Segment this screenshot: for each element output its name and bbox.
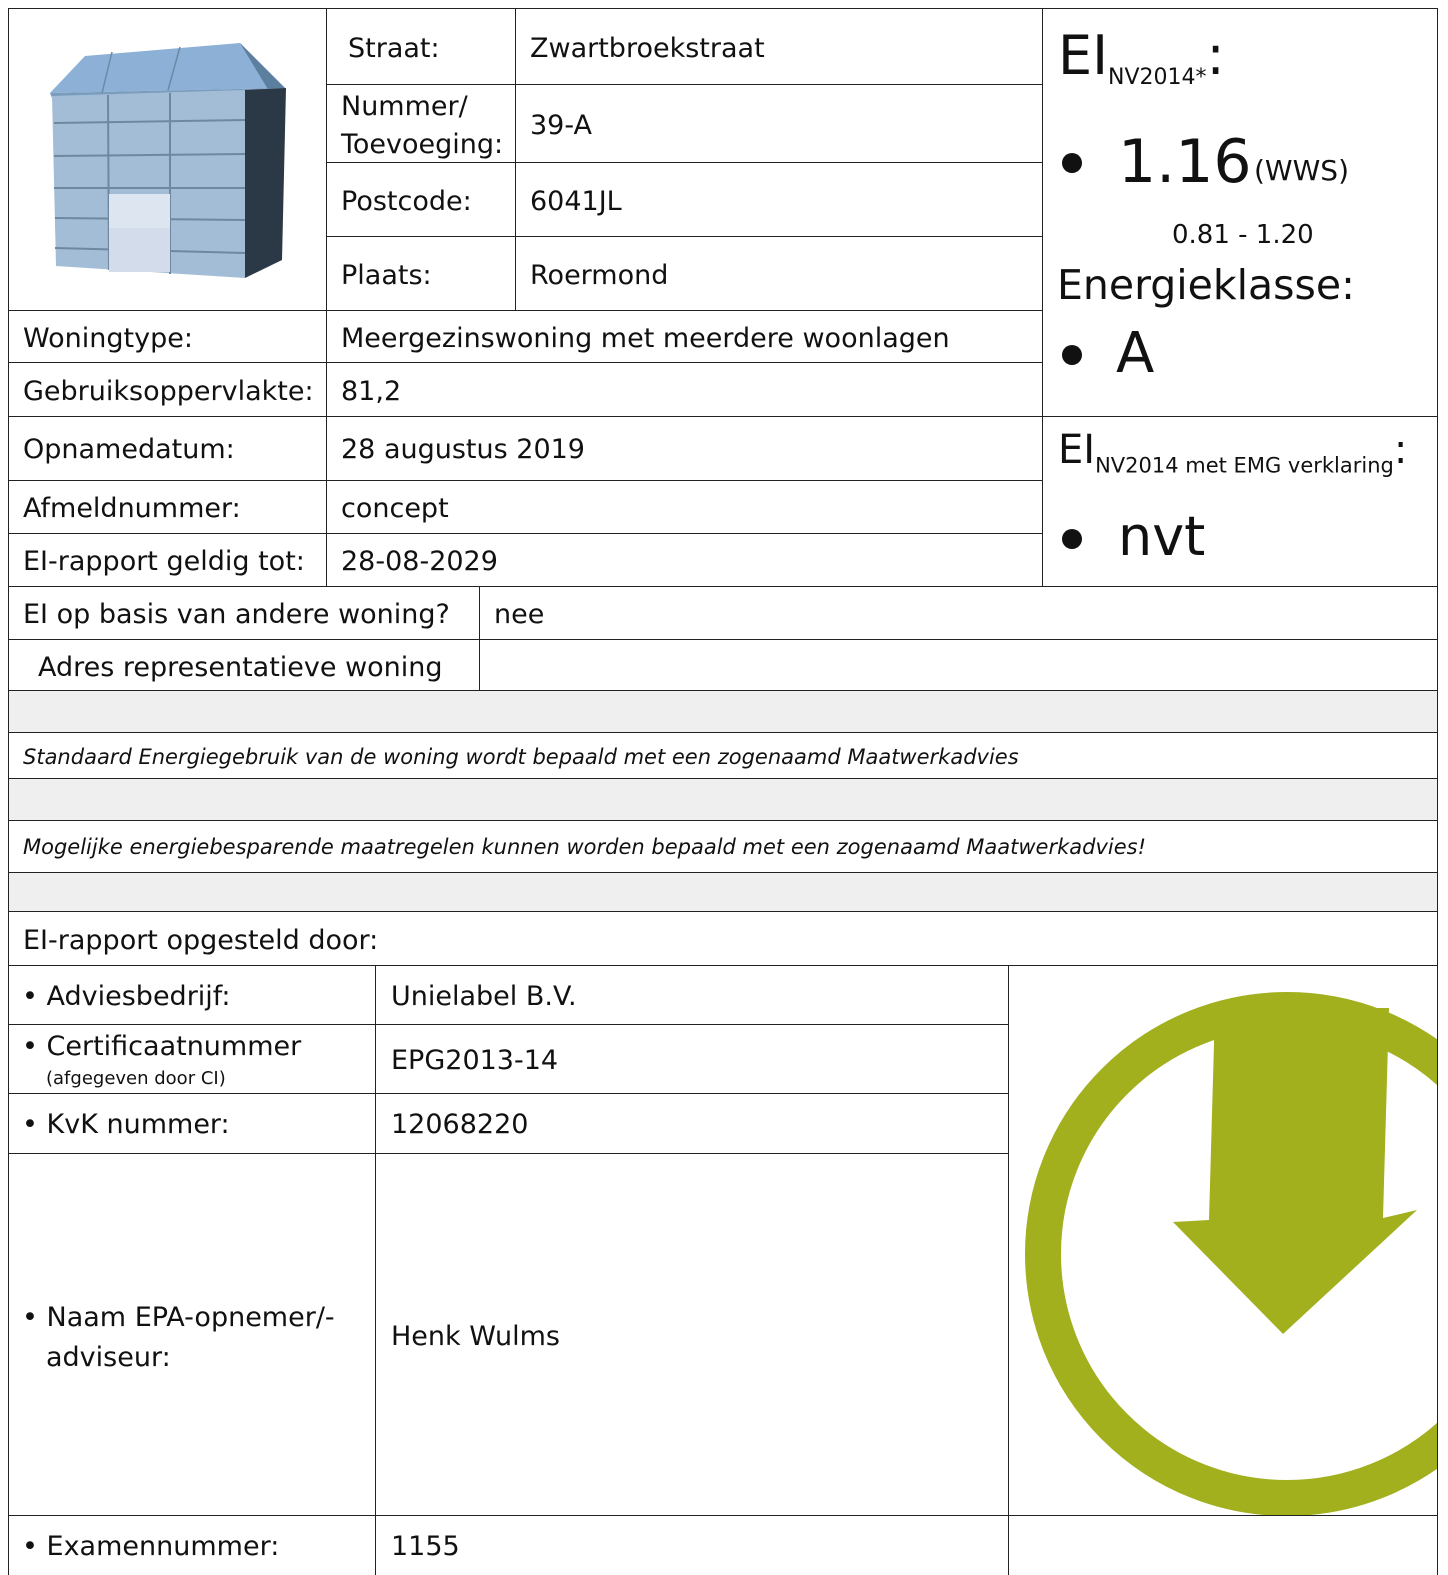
certificaat-label: • Certificaatnummer bbox=[22, 1031, 302, 1062]
afmeldnummer-label: Afmeldnummer: bbox=[23, 493, 241, 524]
energieklasse-label: Energieklasse: bbox=[1057, 261, 1355, 309]
ei-value-unit: (WWS) bbox=[1254, 154, 1349, 187]
plaats-label: Plaats: bbox=[341, 260, 432, 291]
certificaat-value: EPG2013-14 bbox=[391, 1045, 559, 1076]
woningtype-value: Meergezinswoning met meerdere woonlagen bbox=[341, 323, 950, 354]
straat-value: Zwartbroekstraat bbox=[530, 33, 765, 64]
nummer-value: 39-A bbox=[530, 110, 592, 141]
kvk-value: 12068220 bbox=[391, 1109, 529, 1140]
representatieve-woning-label: Adres representatieve woning bbox=[38, 652, 443, 683]
spacer-bar bbox=[9, 779, 1437, 820]
plaats-value: Roermond bbox=[530, 260, 669, 291]
note-maatregelen: Mogelijke energiebesparende maatregelen kunnen worden bepaald met een zogenaamd Maatwerkadvies! bbox=[23, 835, 1146, 859]
opnamedatum-value: 28 augustus 2019 bbox=[341, 434, 585, 465]
examennummer-value: 1155 bbox=[391, 1531, 460, 1562]
ei-emg-heading: $EI_{NV2014 met EMG verklaring}$: bbox=[1058, 427, 1408, 478]
kvk-label: • KvK nummer: bbox=[22, 1109, 230, 1140]
geldig-tot-value: 28-08-2029 bbox=[341, 546, 498, 577]
nummer-label-line1: Nummer/ bbox=[341, 91, 468, 122]
woningtype-label: Woningtype: bbox=[23, 323, 193, 354]
building-illustration bbox=[40, 38, 300, 288]
opsteller-heading: EI-rapport opgesteld door: bbox=[23, 925, 379, 956]
postcode-value: 6041JL bbox=[530, 186, 622, 217]
andere-woning-value: nee bbox=[494, 599, 545, 630]
ei-range: 0.81 - 1.20 bbox=[1172, 220, 1314, 250]
geldig-tot-label: EI-rapport geldig tot: bbox=[23, 546, 305, 577]
oppervlakte-label: Gebruiksoppervlakte: bbox=[23, 376, 314, 407]
straat-label: Straat: bbox=[348, 33, 440, 64]
andere-woning-label: EI op basis van andere woning? bbox=[23, 599, 450, 630]
adviesbedrijf-label: • Adviesbedrijf: bbox=[22, 981, 231, 1012]
oppervlakte-value: 81,2 bbox=[341, 376, 402, 407]
afmeldnummer-value: concept bbox=[341, 493, 449, 524]
opnamedatum-label: Opnamedatum: bbox=[23, 434, 235, 465]
bullet-icon bbox=[1062, 529, 1082, 549]
postcode-label: Postcode: bbox=[341, 186, 472, 217]
ei-emg-value: nvt bbox=[1118, 505, 1206, 568]
ei-value: 1.16 bbox=[1118, 127, 1252, 197]
nummer-label-line2: Toevoeging: bbox=[341, 129, 504, 160]
energieklasse-value: A bbox=[1116, 321, 1155, 386]
certificaat-note: (afgegeven door CI) bbox=[46, 1068, 226, 1089]
naam-label-line2: adviseur: bbox=[46, 1342, 171, 1373]
adviesbedrijf-value: Unielabel B.V. bbox=[391, 981, 577, 1012]
naam-value: Henk Wulms bbox=[391, 1321, 560, 1352]
bullet-icon bbox=[1062, 153, 1082, 173]
naam-label-line1: • Naam EPA-opnemer/- bbox=[22, 1302, 335, 1333]
spacer-bar bbox=[9, 873, 1437, 911]
download-arrow-circle-logo bbox=[1009, 966, 1437, 1515]
spacer-bar bbox=[9, 691, 1437, 732]
note-energiegebruik: Standaard Energiegebruik van de woning wordt bepaald met een zogenaamd Maatwerkadvies bbox=[23, 745, 1019, 769]
bullet-icon bbox=[1062, 345, 1082, 365]
ei-heading: $EI_{NV2014*}$: bbox=[1058, 24, 1225, 90]
examennummer-label: • Examennummer: bbox=[22, 1531, 280, 1562]
